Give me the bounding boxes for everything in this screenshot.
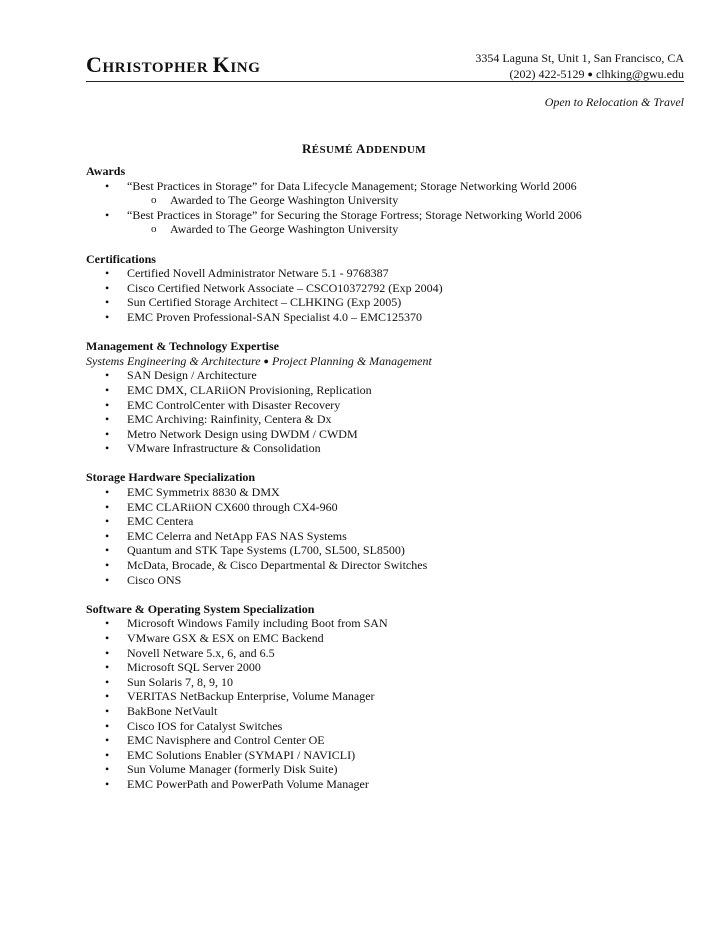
list-item: • SAN Design / Architecture: [86, 368, 684, 383]
resume-content: [86, 164, 684, 806]
list-item: • Cisco Certified Network Associate – CSCO10372792 (Exp 2004): [86, 281, 684, 296]
list-item: • EMC Centera: [86, 514, 684, 529]
software-section: [86, 602, 684, 792]
list-item: • “Best Practices in Storage” for Data Lifecycle Management; Storage Networking World 2006 o Awarded to The George Washington University: [86, 179, 684, 208]
awards-section: [86, 164, 684, 237]
relocation-note: Open to Relocation & Travel: [544, 95, 684, 109]
list-item: • Novell Netware 5.x, 6, and 6.5: [86, 646, 684, 661]
candidate-name: CHRISTOPHER KING: [86, 52, 261, 77]
phone: (202) 422-5129: [509, 67, 585, 81]
section-title: Certifications: [86, 251, 156, 266]
list-item: • EMC Symmetrix 8830 & DMX: [86, 485, 684, 500]
phone-email-line: [475, 66, 684, 82]
list-item: • Certified Novell Administrator Netware 5.1 - 9768387: [86, 266, 684, 281]
list-item: • BakBone NetVault: [86, 704, 684, 719]
list-item: • VMware Infrastructure & Consolidation: [86, 441, 684, 456]
list-item: • “Best Practices in Storage” for Securing the Storage Fortress; Storage Networking World 2006 o Awarded to The George Washington University: [86, 208, 684, 237]
header-divider: [86, 81, 684, 82]
document-title: RÉSUMÉ ADDENDUM: [301, 141, 427, 156]
list-item: • EMC Navisphere and Control Center OE: [86, 733, 684, 748]
section-title: Storage Hardware Specialization: [86, 470, 256, 485]
list-item: • EMC Solutions Enabler (SYMAPI / NAVICLI): [86, 748, 684, 763]
list-item: • Quantum and STK Tape Systems (L700, SL500, SL8500): [86, 543, 684, 558]
list-item: • EMC CLARiiON CX600 through CX4-960: [86, 500, 684, 515]
list-item: • VMware GSX & ESX on EMC Backend: [86, 631, 684, 646]
contact-block: [475, 50, 684, 82]
list-item: • EMC Celerra and NetApp FAS NAS Systems: [86, 529, 684, 544]
section-title: Management & Technology Expertise: [86, 339, 279, 354]
list-item: • VERITAS NetBackup Enterprise, Volume Manager: [86, 689, 684, 704]
hardware-section: [86, 470, 684, 587]
certifications-section: [86, 252, 684, 325]
sub-list-item: o Awarded to The George Washington University: [127, 222, 684, 237]
section-title: Awards: [86, 164, 126, 178]
list-item: • Sun Volume Manager (formerly Disk Suite): [86, 762, 684, 777]
list-item: • Microsoft SQL Server 2000: [86, 660, 684, 675]
address: 3354 Laguna St, Unit 1, San Francisco, CA: [475, 51, 684, 65]
list-item: • Metro Network Design using DWDM / CWDM: [86, 427, 684, 442]
section-subtitle: Systems Engineering & Architecture ● Project Planning & Management: [86, 353, 432, 368]
list-item: • EMC Archiving: Rainfinity, Centera & Dx: [86, 412, 684, 427]
list-item: • EMC ControlCenter with Disaster Recovery: [86, 398, 684, 413]
list-item: • Microsoft Windows Family including Boot from SAN: [86, 616, 684, 631]
list-item: • Sun Solaris 7, 8, 9, 10: [86, 675, 684, 690]
list-item: • Cisco IOS for Catalyst Switches: [86, 719, 684, 734]
list-item: • EMC DMX, CLARiiON Provisioning, Replication: [86, 383, 684, 398]
list-item: • Sun Certified Storage Architect – CLHKING (Exp 2005): [86, 295, 684, 310]
management-section: [86, 339, 684, 456]
section-title: Software & Operating System Specialization: [86, 601, 315, 616]
sub-list-item: o Awarded to The George Washington University: [127, 193, 684, 208]
list-item: • Cisco ONS: [86, 573, 684, 588]
email[interactable]: clhking@gwu.edu: [595, 67, 684, 81]
list-item: • EMC PowerPath and PowerPath Volume Manager: [86, 777, 684, 792]
list-item: • EMC Proven Professional-SAN Specialist 4.0 – EMC125370: [86, 310, 684, 325]
bullet-separator: ●: [587, 69, 593, 79]
list-item: • McData, Brocade, & Cisco Departmental & Director Switches: [86, 558, 684, 573]
